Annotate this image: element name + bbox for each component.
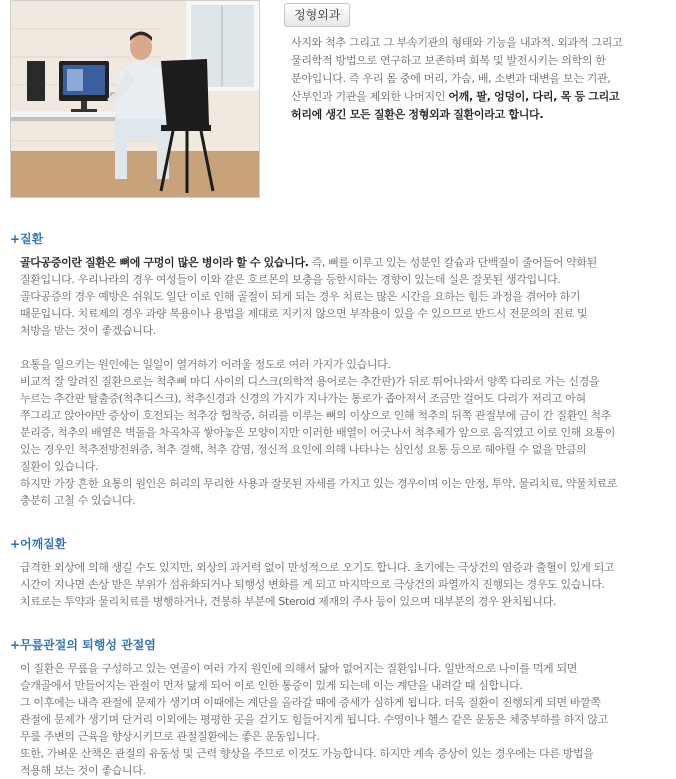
paragraph-line: [20, 254, 672, 271]
plus-icon: +: [10, 537, 21, 551]
paragraph-line: 치료로는 투약과 물리치료를 병행하거나, 견봉하 부분에 Steroid 제재의 주사 등이 있으며 대부분의 경우 완치됩니다.: [20, 595, 557, 608]
doctor-photo: [10, 0, 260, 198]
paragraph-line: 무릎 주변의 근육을 향상시키므로 관절질환에는 좋은 운동입니다.: [20, 730, 320, 743]
plus-icon: +: [10, 638, 21, 652]
paragraph-line: 시간이 지나면 손상 받은 부위가 섬유화되거나 퇴행성 변화를 게 되고 마지막으로 극상건의 파열까지 진행되는 경우도 있습니다.: [20, 578, 605, 591]
section-body: [20, 660, 672, 779]
intro-line: 사지와 척추 그리고 그 부속기관의 형태와 기능을 내과적. 외과적 그리고: [291, 36, 623, 49]
paragraph-line: 급격한 외상에 의해 생길 수도 있지만, 외상의 과거력 없이 만성적으로 오기도 합니다. 초기에는 극상건의 염증과 출혈이 있게 되고: [20, 561, 615, 574]
doctor-at-monitor-illustration: [11, 1, 259, 197]
intro-emphasis: 어깨, 팔, 엉덩이, 다리, 목 등 그리고: [448, 90, 620, 103]
section-title-text: 무릎관절의 퇴행성 관절염: [20, 638, 156, 652]
intro-line: [291, 106, 663, 124]
paragraph-line: 처방을 받는 것이 좋겠습니다.: [20, 324, 156, 337]
section-title-text: 어깨질환: [20, 537, 67, 551]
intro-text: [291, 34, 663, 124]
emphasis-text: 골다공증이란 질환은 뼈에 구멍이 많은 병이라 할 수 있습니다.: [20, 256, 309, 269]
paragraph-line: 이 질환은 무릎을 구성하고 있는 연골이 여러 가지 원인에 의해서 닳아 없어지는 질환입니다. 일반적으로 나이를 먹게 되면: [20, 662, 578, 675]
section-shoulder: [10, 535, 672, 610]
section-knee: [10, 636, 672, 779]
paragraph-line: 관절에 문제가 생기며 단거리 이외에는 평평한 곳을 걷기도 힘들어지게 됩니다. 수영이나 헬스 같은 운동은 체중부하를 하지 않고: [20, 713, 608, 726]
intro-emphasis: 허리에 생긴 모든 질환은 정형외과 질환이라고 합니다.: [291, 108, 544, 121]
paragraph-line: 슬개골에서 만들어지는 관절이 먼저 닳게 되어 이로 인한 통증이 있게 되는데 이는 계단을 내려갈 때 심합니다.: [20, 679, 523, 692]
paragraph-gap: [20, 339, 672, 356]
paragraph-line: 누르는 추간판 탈출증(척추디스크), 척추신경과 신경의 가지가 지나가는 통로가 좁아져서 조금만 걸어도 다리가 저리고 아혀: [20, 392, 586, 405]
paragraph-line: 충분히 고칠 수 있습니다.: [20, 494, 136, 507]
body-text: 즉, 뼈를 이루고 있는 성분인 칼슘과 단백질이 줄어들어 약화된: [308, 256, 597, 269]
section-title: [10, 636, 672, 654]
intro-line: [291, 88, 663, 106]
paragraph-line: 질환이 있습니다.: [20, 460, 99, 473]
plus-icon: +: [10, 232, 21, 246]
paragraph-line: 또한, 가벼운 산책은 관절의 유동성 및 근력 향상을 주므로 이것도 가능합니다. 하지만 계속 증상이 있는 경우에는 다른 방법을: [20, 747, 594, 760]
paragraph-line: 하지만 가장 흔한 요통의 원인은 허리의 무리한 사용과 잘못된 자세를 가지고 있는 경우이며 이는 안정, 투약, 물리치료, 약물치료로: [20, 477, 618, 490]
section-body: [20, 254, 672, 509]
paragraph-line: 요통을 일으키는 원인에는 일일이 열거하기 어려울 정도로 여러 가지가 있습니다.: [20, 358, 391, 371]
intro-line: 분야입니다. 즉 우리 몸 중에 머리, 가슴, 배, 소변과 대변을 보는 기관,: [291, 72, 611, 85]
paragraph-line: 쭈그리고 앉아야만 증상이 호전되는 척추강 협착증, 허리를 이루는 뼈의 이상으로 인해 척추의 뒤쪽 관절부에 금이 간 질환인 척추: [20, 409, 611, 422]
intro-line-text: 산부인과 기관을 제외한 나머지인: [291, 90, 449, 103]
section-title: [10, 230, 672, 248]
paragraph-line: 골다공증의 경우 예방은 쉬워도 일단 이로 인해 골절이 되게 되는 경우 치료는 많은 시간을 요하는 힘든 과정을 겪어야 하기: [20, 290, 581, 303]
section-title: [10, 535, 672, 553]
paragraph-line: 있는 경우인 척추전방전위증, 척추 결핵, 척추 감염, 정신적 요인에 의해 나타나는 심인성 요통 등으로 헤아릴 수 없을 만큼의: [20, 443, 587, 456]
paragraph-line: 때문입니다. 치료제의 경우 과량 복용이나 용법을 제대로 지키지 않으면 부작용이 있을 수 있으므로 반드시 전문의의 진료 및: [20, 307, 588, 320]
section-body: [20, 559, 672, 610]
paragraph-line: 비교적 잘 알려진 질환으로는 척추뼈 마디 사이의 디스크(의학적 용어로는 추간판)가 뒤로 튀어나와서 양쪽 다리로 가는 신경을: [20, 375, 600, 388]
section-disease: [10, 230, 672, 509]
intro-line: 물리학적 방법으로 연구하고 보존하며 회복 및 발전시키는 의학의 한: [291, 54, 606, 67]
paragraph-line: 적용해 보는 것이 좋습니다.: [20, 764, 146, 777]
category-tag: 정형외과: [284, 3, 350, 27]
paragraph-line: 분리증, 척추의 배열은 벽돌을 차곡차곡 쌓아놓은 모양이지만 이러한 배열이 어긋나서 척추체가 앞으로 움직였고 이로 인해 요통이: [20, 426, 615, 439]
paragraph-line: 질환입니다. 우리나라의 경우 여성들이 이와 같은 호르몬의 보충을 등한시하는 경향이 있는데 실은 잘못된 생각입니다.: [20, 273, 561, 286]
paragraph-line: 그 이후에는 내측 관절에 문제가 생기며 이때에는 계단을 올라갈 때에 증세가 심하게 됩니다. 더욱 질환이 진행되게 되면 바깥쪽: [20, 696, 601, 709]
section-title-text: 질환: [20, 232, 44, 246]
